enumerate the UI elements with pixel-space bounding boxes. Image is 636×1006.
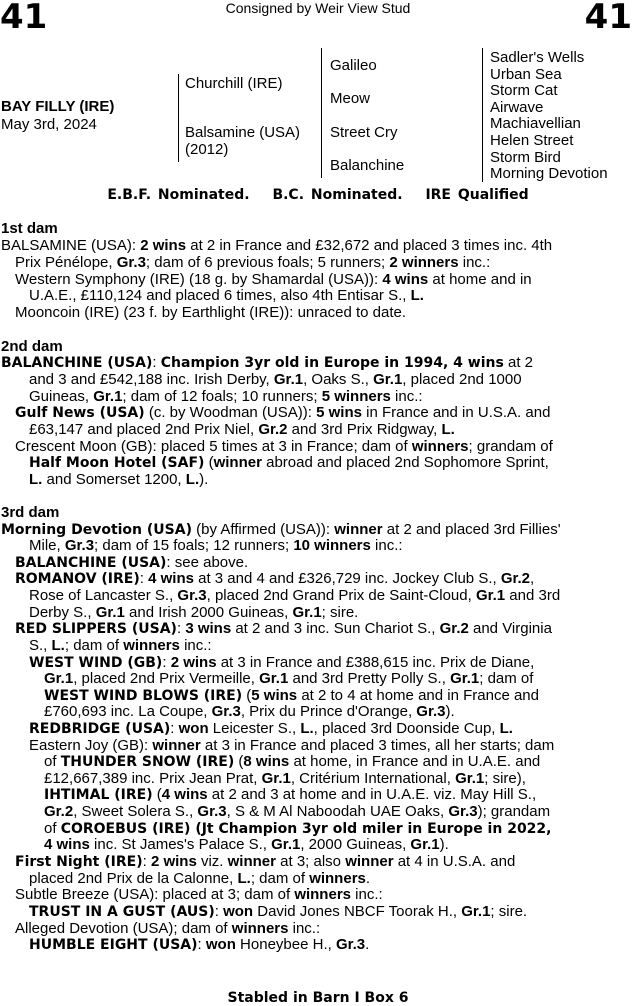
produce-entry-eastern-joy-cont2: £12,667,389 inc. Prix Jean Prat, Gr.1, Critérium International, Gr.1; sire),: [44, 770, 526, 787]
pedigree-dam-year: (2012): [185, 141, 229, 158]
pedigree-gg-1: Sadler's Wells: [490, 49, 585, 66]
dam-entry-balanchine-cont1: and 3 and £542,188 inc. Irish Derby, Gr.1, Oaks S., Gr.1, placed 2nd 1000: [29, 371, 522, 388]
produce-entry-crescent-moon-cont1: Half Moon Hotel (SAF) (winner abroad and placed 2nd Sophomore Sprint,: [29, 454, 549, 471]
produce-entry-romanov: ROMANOV (IRE): 4 wins at 3 and 4 and £326,729 inc. Jockey Club S., Gr.2,: [15, 570, 535, 587]
produce-entry-west-wind-cont1: Gr.1, placed 2nd Prix Vermeille, Gr.1 and 3rd Pretty Polly S., Gr.1; dam of: [44, 670, 534, 687]
produce-entry-western-symphony-cont: U.A.E., £110,124 and placed 6 times, also 4th Entisar S., L.: [29, 287, 424, 304]
dam-entry-morning-devotion-cont: Mile, Gr.3; dam of 15 foals; 12 runners; 10 winners inc.:: [29, 537, 403, 554]
pedigree-sire-dam: Meow: [330, 90, 371, 107]
pedigree-bracket-2: [321, 48, 322, 178]
pedigree-dam-dam: Balanchine: [330, 157, 405, 174]
pedigree-sire: Churchill (IRE): [185, 75, 283, 92]
dam-entry-balsamine-cont: Prix Pénélope, Gr.3; dam of 6 previous foals; 5 runners; 2 winners inc.:: [15, 254, 491, 271]
stabling-info: Stabled in Barn I Box 6: [227, 990, 409, 1006]
produce-entry-west-wind-cont2: WEST WIND BLOWS (IRE) (5 wins at 2 to 4 at home and in France and: [44, 687, 539, 704]
pedigree-gg-8: Morning Devotion: [490, 165, 608, 182]
produce-entry-first-night-cont: placed 2nd Prix de la Calonne, L.; dam of winners.: [29, 870, 371, 887]
pedigree-gg-6: Helen Street: [490, 132, 574, 149]
consignor: Consigned by Weir View Stud: [225, 0, 411, 16]
pedigree-sire-sire: Galileo: [330, 57, 377, 74]
pedigree-gg-3: Storm Cat: [490, 82, 558, 99]
section-title-3rd-dam: 3rd dam: [1, 504, 60, 521]
nomination-ebf: E.B.F. Nominated.: [107, 187, 250, 203]
produce-entry-redbridge: REDBRIDGE (USA): won Leicester S., L., placed 3rd Doonside Cup, L.: [29, 720, 513, 737]
pedigree-dam-sire: Street Cry: [330, 124, 398, 141]
nomination-bc: B.C. Nominated.: [272, 187, 403, 203]
produce-entry-eastern-joy: Eastern Joy (GB): winner at 3 in France and placed 3 times, all her starts; dam: [29, 737, 555, 754]
dam-entry-balanchine-cont2: Guineas, Gr.1; dam of 12 foals; 10 runners; 5 winners inc.:: [29, 388, 423, 405]
produce-entry-west-wind-cont3: £760,693 inc. La Coupe, Gr.3, Prix du Prince d'Orange, Gr.3).: [44, 703, 455, 720]
produce-entry-eastern-joy-cont4: Gr.2, Sweet Solera S., Gr.3, S & M Al Naboodah UAE Oaks, Gr.3); grandam: [44, 803, 551, 820]
produce-entry-romanov-cont2: Derby S., Gr.1 and Irish 2000 Guineas, Gr.1; sire.: [29, 604, 359, 621]
produce-entry-red-slippers: RED SLIPPERS (USA): 3 wins at 2 and 3 inc. Sun Chariot S., Gr.2 and Virginia: [15, 620, 552, 637]
lot-number-right: 41: [584, 0, 632, 37]
nomination-ire: IRE Qualified: [425, 187, 529, 203]
pedigree-bracket-3: [482, 48, 483, 182]
horse-name: BAY FILLY (IRE): [1, 98, 115, 115]
produce-entry-eastern-joy-cont3: IHTIMAL (IRE) (4 wins at 2 and 3 at home and in U.A.E. viz. May Hill S.,: [44, 786, 537, 803]
produce-entry-gulf-news-cont: £63,147 and placed 2nd Prix Niel, Gr.2 and 3rd Prix Ridgway, L.: [29, 421, 455, 438]
produce-entry-eastern-joy-cont6: 4 wins inc. St James's Palace S., Gr.1, 2000 Guineas, Gr.1).: [44, 836, 449, 853]
produce-entry-eastern-joy-cont1: of THUNDER SNOW (IRE) (8 wins at home, in France and in U.A.E. and: [44, 753, 541, 770]
produce-entry-subtle-breeze: Subtle Breeze (USA): placed at 3; dam of winners inc.:: [15, 886, 383, 903]
pedigree-gg-7: Storm Bird: [490, 149, 561, 166]
dam-entry-balsamine: BALSAMINE (USA): 2 wins at 2 in France and £32,672 and placed 3 times inc. 4th: [1, 237, 553, 254]
produce-entry-mooncoin: Mooncoin (IRE) (23 f. by Earthlight (IRE)): unraced to date.: [15, 304, 407, 321]
produce-entry-balanchine: BALANCHINE (USA): see above.: [15, 554, 249, 571]
pedigree-bracket-1: [178, 74, 179, 162]
produce-entry-humble-eight: HUMBLE EIGHT (USA): won Honeybee H., Gr.3.: [29, 936, 370, 953]
produce-entry-red-slippers-cont: S., L.; dam of winners inc.:: [29, 637, 212, 654]
horse-dob: May 3rd, 2024: [1, 116, 97, 133]
section-title-1st-dam: 1st dam: [1, 220, 58, 237]
lot-number-left: 41: [0, 0, 48, 37]
produce-entry-crescent-moon: Crescent Moon (GB): placed 5 times at 3 in France; dam of winners; grandam of: [15, 438, 553, 455]
produce-entry-romanov-cont1: Rose of Lancaster S., Gr.3, placed 2nd Grand Prix de Saint-Cloud, Gr.1 and 3rd: [29, 587, 561, 604]
pedigree-gg-4: Airwave: [490, 99, 544, 116]
nominations: [0, 186, 636, 204]
produce-entry-eastern-joy-cont5: of COROEBUS (IRE) (Jt Champion 3yr old miler in Europe in 2022,: [44, 820, 552, 837]
produce-entry-alleged-devotion: Alleged Devotion (USA); dam of winners inc.:: [15, 920, 321, 937]
pedigree-dam: Balsamine (USA): [185, 124, 301, 141]
produce-entry-trust-in-a-gust: TRUST IN A GUST (AUS): won David Jones NBCF Toorak H., Gr.1; sire.: [29, 903, 528, 920]
pedigree-gg-5: Machiavellian: [490, 115, 581, 132]
pedigree-gg-2: Urban Sea: [490, 66, 562, 83]
produce-entry-first-night: First Night (IRE): 2 wins viz. winner at 3; also winner at 4 in U.S.A. and: [15, 853, 516, 870]
produce-entry-west-wind: WEST WIND (GB): 2 wins at 3 in France and £388,615 inc. Prix de Diane,: [29, 654, 535, 671]
dam-entry-morning-devotion: Morning Devotion (USA) (by Affirmed (USA)): winner at 2 and placed 3rd Fillies': [1, 521, 561, 538]
produce-entry-crescent-moon-cont2: L. and Somerset 1200, L.).: [29, 471, 209, 488]
section-title-2nd-dam: 2nd dam: [1, 338, 63, 355]
produce-entry-gulf-news: Gulf News (USA) (c. by Woodman (USA)): 5 wins in France and in U.S.A. and: [15, 404, 551, 421]
produce-entry-western-symphony: Western Symphony (IRE) (18 g. by Shamardal (USA)): 4 wins at home and in: [15, 271, 532, 288]
dam-entry-balanchine: BALANCHINE (USA): Champion 3yr old in Europe in 1994, 4 wins at 2: [1, 354, 533, 371]
